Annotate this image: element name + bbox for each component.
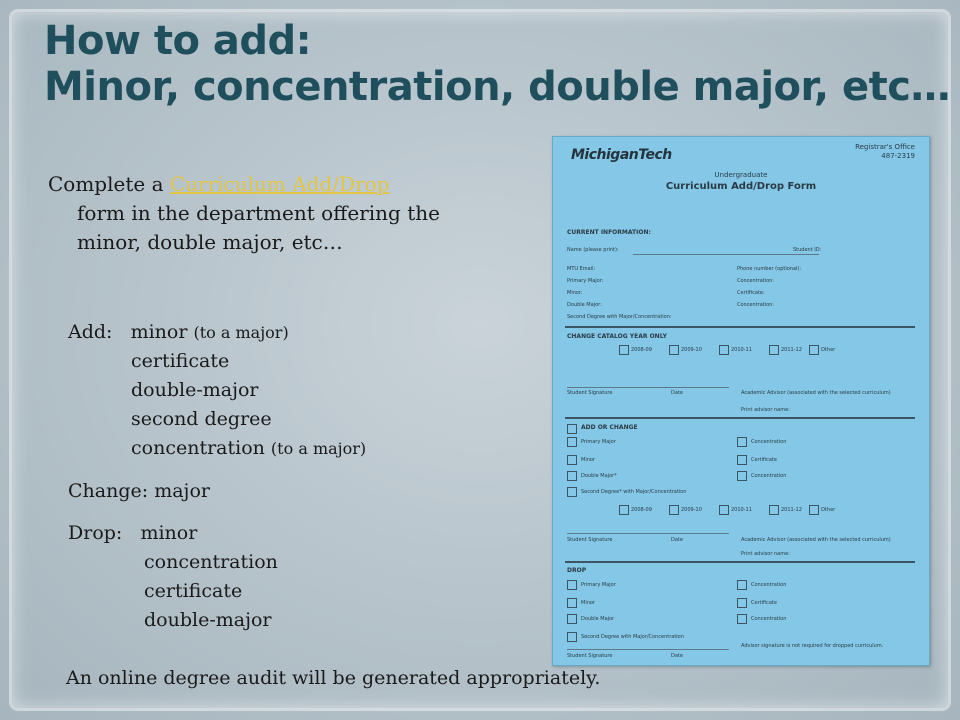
change-label: Change: bbox=[68, 480, 149, 502]
advisor-label: Academic Advisor (associated with the selected curriculum) bbox=[741, 537, 891, 543]
field-concentration-2: Concentration: bbox=[737, 302, 775, 308]
field-second-degree: Second Degree with Major/Concentration: bbox=[567, 314, 672, 320]
field-phone: Phone number (optional): bbox=[737, 266, 802, 272]
checkbox-icon bbox=[567, 437, 577, 447]
add-certificate: Certificate bbox=[751, 457, 777, 463]
year-option: Other bbox=[821, 347, 836, 353]
curriculum-form-image bbox=[552, 136, 930, 666]
signature-label: Student Signature bbox=[567, 653, 613, 659]
advisor-print-label: Print advisor name: bbox=[741, 407, 790, 413]
intro-line-3: minor, double major, etc… bbox=[77, 230, 343, 254]
checkbox-icon bbox=[619, 505, 629, 515]
date-label: Date bbox=[671, 653, 683, 659]
add-item-note: (to a major) bbox=[193, 323, 289, 342]
change-value: major bbox=[154, 480, 210, 502]
add-item: certificate bbox=[131, 350, 230, 372]
field-double-major: Double Major: bbox=[567, 302, 602, 308]
intro-line-2: form in the department offering the bbox=[77, 201, 440, 225]
year-option: 2011-12 bbox=[781, 507, 802, 513]
add-label: Add: bbox=[68, 321, 113, 343]
year-option: 2010-11 bbox=[731, 347, 752, 353]
drop-row-3 bbox=[68, 606, 278, 635]
drop-label: Drop: bbox=[68, 522, 123, 544]
field-concentration: Concentration: bbox=[737, 278, 775, 284]
title-line-2: Minor, concentration, double major, etc… bbox=[44, 64, 950, 110]
year-option: 2009-10 bbox=[681, 507, 702, 513]
add-item: second degree bbox=[131, 408, 272, 430]
advisor-note: Advisor signature is not required for dropped curriculum. bbox=[741, 643, 884, 649]
section-rule bbox=[565, 561, 915, 563]
advisor-label: Academic Advisor (associated with the selected curriculum) bbox=[741, 390, 891, 396]
year-option: 2008-09 bbox=[631, 507, 652, 513]
year-option: 2010-11 bbox=[731, 507, 752, 513]
add-row-0 bbox=[68, 318, 366, 347]
form-subtitle: Undergraduate bbox=[714, 171, 768, 179]
slide-title bbox=[44, 18, 950, 110]
advisor-print-label: Print advisor name: bbox=[741, 551, 790, 557]
drop-item: concentration bbox=[144, 551, 278, 573]
add-item: double-major bbox=[131, 379, 259, 401]
checkbox-icon bbox=[737, 437, 747, 447]
year-option: 2008-09 bbox=[631, 347, 652, 353]
drop-item: minor bbox=[140, 522, 198, 544]
checkbox-icon bbox=[567, 487, 577, 497]
footer-note: An online degree audit will be generated appropriately. bbox=[66, 667, 601, 689]
drop-row-1 bbox=[68, 548, 278, 577]
add-concentration: Concentration bbox=[751, 439, 787, 445]
checkbox-icon bbox=[619, 345, 629, 355]
drop-certificate: Certificate bbox=[751, 600, 777, 606]
checkbox-icon bbox=[719, 505, 729, 515]
checkbox-icon bbox=[737, 598, 747, 608]
drop-double-major: Double Major bbox=[581, 616, 615, 622]
signature-line bbox=[567, 649, 729, 650]
checkbox-icon bbox=[769, 345, 779, 355]
year-option: 2009-10 bbox=[681, 347, 702, 353]
drop-concentration-2: Concentration bbox=[751, 616, 787, 622]
intro-paragraph bbox=[48, 170, 440, 257]
form-title: Curriculum Add/Drop Form bbox=[665, 181, 817, 192]
intro-prefix: Complete a bbox=[48, 172, 170, 196]
add-list bbox=[68, 318, 366, 463]
checkbox-icon bbox=[737, 580, 747, 590]
michigantech-logo: MichiganTech bbox=[571, 147, 672, 163]
drop-minor: Minor bbox=[581, 600, 595, 606]
drop-row-2 bbox=[68, 577, 278, 606]
date-label: Date bbox=[671, 390, 683, 396]
signature-line bbox=[567, 533, 729, 534]
field-email: MTU Email: bbox=[567, 266, 596, 272]
field-minor: Minor: bbox=[567, 290, 583, 296]
add-item: concentration bbox=[131, 437, 265, 459]
add-or-change-heading: ADD OR CHANGE bbox=[581, 424, 638, 431]
checkbox-icon bbox=[567, 424, 577, 434]
add-minor: Minor bbox=[581, 457, 595, 463]
year-option: 2011-12 bbox=[781, 347, 802, 353]
drop-row-0 bbox=[68, 519, 278, 548]
checkbox-icon bbox=[809, 505, 819, 515]
checkbox-icon bbox=[737, 471, 747, 481]
checkbox-icon bbox=[769, 505, 779, 515]
checkbox-icon bbox=[737, 455, 747, 465]
field-name: Name (please print): bbox=[567, 247, 619, 253]
add-row-4 bbox=[68, 434, 366, 463]
change-catalog-heading: CHANGE CATALOG YEAR ONLY bbox=[567, 333, 667, 340]
add-concentration-2: Concentration bbox=[751, 473, 787, 479]
checkbox-icon bbox=[719, 345, 729, 355]
signature-label: Student Signature bbox=[567, 390, 613, 396]
checkbox-icon bbox=[809, 345, 819, 355]
add-item-note: (to a major) bbox=[270, 439, 367, 458]
field-primary-major: Primary Major: bbox=[567, 278, 604, 284]
drop-item: double-major bbox=[144, 609, 272, 631]
field-certificate: Certificate: bbox=[737, 290, 765, 296]
curriculum-add-drop-link[interactable]: Curriculum Add/Drop bbox=[169, 172, 390, 196]
current-info-heading: CURRENT INFORMATION: bbox=[567, 229, 651, 236]
checkbox-icon bbox=[567, 632, 577, 642]
checkbox-icon bbox=[669, 345, 679, 355]
registrar-office: Registrar's Office bbox=[855, 143, 915, 151]
add-second-degree: Second Degree* with Major/Concentration bbox=[581, 489, 687, 495]
drop-concentration: Concentration bbox=[751, 582, 787, 588]
add-row-1 bbox=[68, 347, 366, 376]
intro-line-1 bbox=[48, 170, 440, 199]
add-primary-major: Primary Major bbox=[581, 439, 616, 445]
add-double-major: Double Major* bbox=[581, 473, 617, 479]
name-line bbox=[633, 254, 819, 255]
checkbox-icon bbox=[567, 598, 577, 608]
checkbox-icon bbox=[669, 505, 679, 515]
date-label: Date bbox=[671, 537, 683, 543]
drop-heading: DROP bbox=[567, 567, 587, 574]
change-row bbox=[68, 477, 210, 506]
checkbox-icon bbox=[737, 614, 747, 624]
field-student-id: Student ID: bbox=[793, 247, 822, 253]
title-line-1: How to add: bbox=[44, 18, 312, 64]
drop-second-degree: Second Degree with Major/Concentration bbox=[581, 634, 684, 640]
section-rule bbox=[565, 417, 915, 419]
checkbox-icon bbox=[567, 455, 577, 465]
checkbox-icon bbox=[567, 614, 577, 624]
year-option: Other bbox=[821, 507, 836, 513]
add-row-3 bbox=[68, 405, 366, 434]
add-item: minor bbox=[130, 321, 188, 343]
registrar-phone: 487-2319 bbox=[881, 152, 915, 160]
registrar-info bbox=[855, 143, 915, 161]
checkbox-icon bbox=[567, 580, 577, 590]
checkbox-icon bbox=[567, 471, 577, 481]
signature-line bbox=[567, 387, 729, 388]
add-row-2 bbox=[68, 376, 366, 405]
signature-label: Student Signature bbox=[567, 537, 613, 543]
drop-primary-major: Primary Major bbox=[581, 582, 616, 588]
drop-list bbox=[68, 519, 278, 635]
section-rule bbox=[565, 326, 915, 328]
drop-item: certificate bbox=[144, 580, 243, 602]
